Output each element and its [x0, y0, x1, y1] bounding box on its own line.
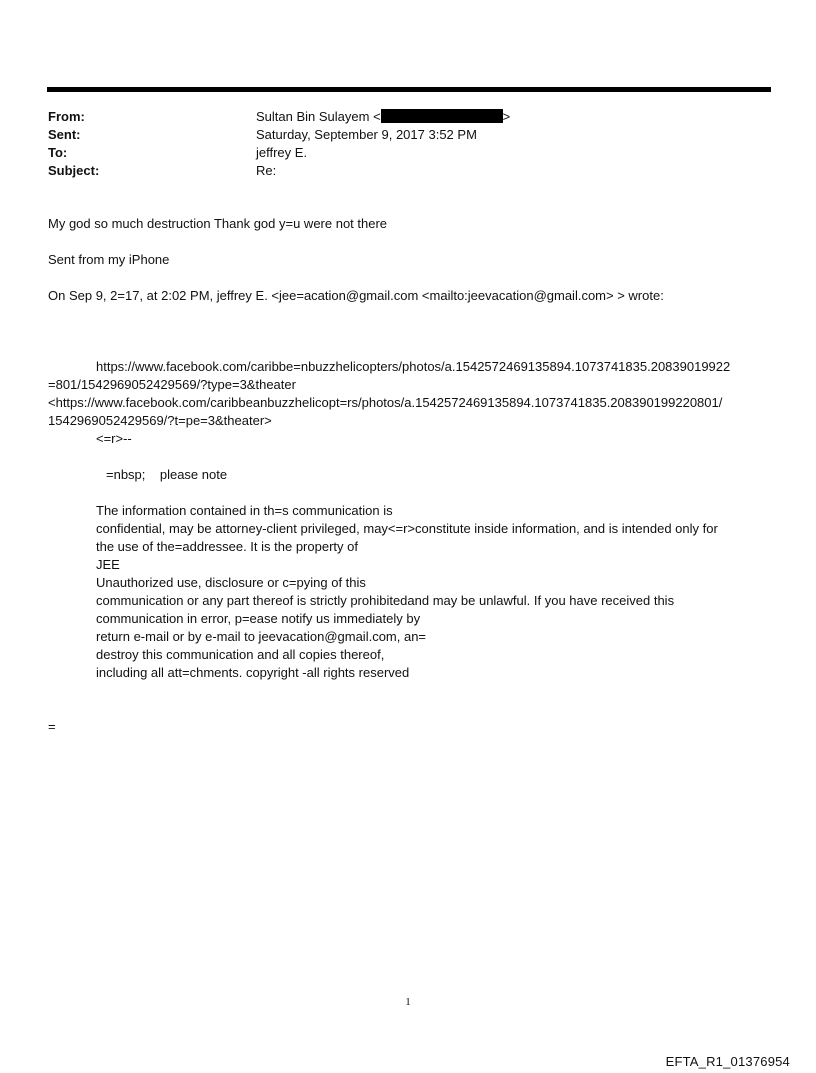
body-line: My god so much destruction Thank god y=u were not there: [48, 216, 388, 231]
disclaimer-line: confidential, may be attorney-client privileged, may<=r>constitute inside information, and is intended only for: [96, 521, 718, 536]
separator-line: <=r>--: [96, 431, 132, 446]
url-line: =801/1542969052429569/?type=3&theater: [48, 377, 296, 392]
subject-row: [48, 162, 510, 180]
disclaimer-line: Unauthorized use, disclosure or c=pying of this: [96, 575, 366, 590]
subject-value: Re:: [256, 163, 277, 178]
disclaimer-line: communication in error, p=ease notify us immediately by: [96, 611, 421, 626]
subject-label: Subject:: [48, 163, 100, 178]
quote-header: On Sep 9, 2=17, at 2:02 PM, jeffrey E. <jee=acation@gmail.com <mailto:jeevacation@gmail.com> > wrote:: [48, 288, 664, 303]
header-rule: [47, 87, 771, 92]
url-line: <https://www.facebook.com/caribbeanbuzzhelicopt=rs/photos/a.1542572469135894.1073741835.208390199220801/: [48, 395, 723, 410]
to-value: jeffrey E.: [256, 145, 308, 160]
from-label: From:: [48, 109, 85, 124]
disclaimer-line: return e-mail or by e-mail to jeevacation@gmail.com, an=: [96, 629, 427, 644]
bates-number: EFTA_R1_01376954: [665, 1054, 790, 1069]
disclaimer-line: destroy this communication and all copies thereof,: [96, 647, 385, 662]
url-line: https://www.facebook.com/caribbe=nbuzzhelicopters/photos/a.1542572469135894.1073741835.20839019922: [96, 359, 731, 374]
note-line: =nbsp; please note: [106, 467, 228, 482]
signature-line: Sent from my iPhone: [48, 252, 170, 267]
from-name: Sultan Bin Sulayem <: [256, 109, 381, 124]
disclaimer-line: including all att=chments. copyright -all rights reserved: [96, 665, 410, 680]
redaction-box: [381, 109, 503, 123]
disclaimer-line: The information contained in th=s communication is: [96, 503, 393, 518]
sent-value: Saturday, September 9, 2017 3:52 PM: [256, 127, 477, 142]
from-close: >: [502, 109, 511, 124]
url-line: 1542969052429569/?t=pe=3&theater>: [48, 413, 272, 428]
to-row: [48, 144, 510, 162]
page-number: 1: [405, 996, 411, 1008]
email-header: [48, 108, 510, 180]
from-value: [256, 108, 510, 126]
trailing-equals: =: [48, 719, 56, 734]
disclaimer-line: the use of the=addressee. It is the property of: [96, 539, 358, 554]
disclaimer-line: communication or any part thereof is strictly prohibitedand may be unlawful. If you have received this: [96, 593, 675, 608]
sent-row: [48, 126, 510, 144]
to-label: To:: [48, 145, 68, 160]
from-row: [48, 108, 510, 126]
sent-label: Sent:: [48, 127, 81, 142]
disclaimer-line: JEE: [96, 557, 120, 572]
